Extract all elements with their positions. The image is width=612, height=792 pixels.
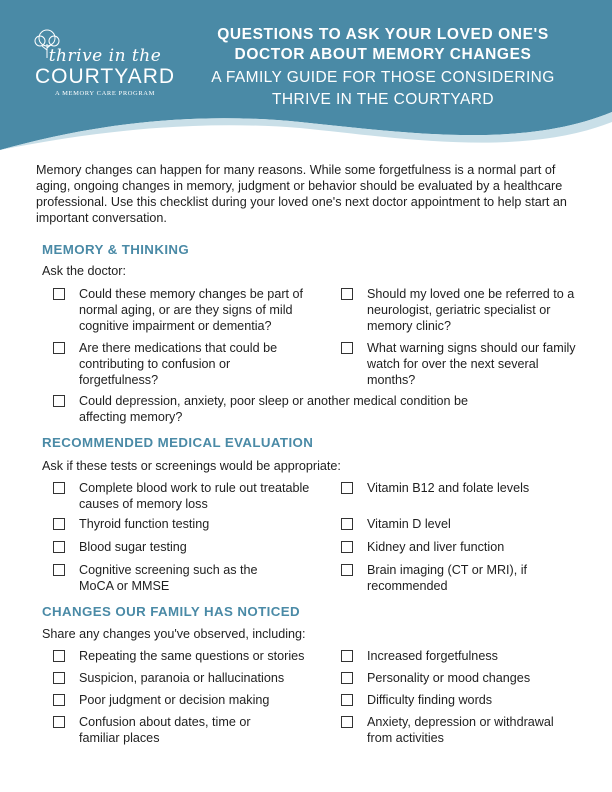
checklist-item[interactable] xyxy=(341,516,576,532)
checklist-item-text: What warning signs should our family watch for over the next several months? xyxy=(367,341,576,387)
section-title-evaluation: RECOMMENDED MEDICAL EVALUATION xyxy=(42,435,314,450)
logo-subtitle: A MEMORY CARE PROGRAM xyxy=(55,90,155,97)
checkbox[interactable] xyxy=(341,716,353,728)
checklist-item-text: Personality or mood changes xyxy=(367,671,531,685)
checklist-item-text: Could these memory changes be part of normal aging, or are they signs of mild cognitive impairment or dementia? xyxy=(79,287,304,333)
checklist-item[interactable] xyxy=(53,340,303,388)
checklist-item-text: Brain imaging (CT or MRI), if recommended xyxy=(367,563,528,593)
checkbox[interactable] xyxy=(341,650,353,662)
section-lead-changes: Share any changes you've observed, including: xyxy=(42,627,306,641)
checklist-item-text: Increased forgetfulness xyxy=(367,649,498,663)
logo-main-text: COURTYARD xyxy=(34,65,176,88)
checklist-item-text: Are there medications that could be contributing to confusion or forgetfulness? xyxy=(79,341,278,387)
checkbox[interactable] xyxy=(53,395,65,407)
checkbox[interactable] xyxy=(341,541,353,553)
checklist-item[interactable] xyxy=(53,286,333,334)
header-banner xyxy=(0,0,612,150)
checklist-item[interactable] xyxy=(53,516,313,532)
checklist-item[interactable] xyxy=(53,539,313,555)
subtitle-line-1: A FAMILY GUIDE FOR THOSE CONSIDERING xyxy=(211,69,555,86)
checklist-item[interactable] xyxy=(341,692,581,708)
checkbox[interactable] xyxy=(53,650,65,662)
checklist-item[interactable] xyxy=(53,393,513,425)
checklist-item[interactable] xyxy=(341,480,576,496)
section-title-changes: CHANGES OUR FAMILY HAS NOTICED xyxy=(42,604,301,619)
checklist-item[interactable] xyxy=(53,562,283,594)
checklist-item[interactable] xyxy=(341,670,581,686)
section-lead-evaluation: Ask if these tests or screenings would be appropriate: xyxy=(42,459,341,473)
checklist-item-text: Thyroid function testing xyxy=(79,517,210,531)
logo-script-text: thrive in the xyxy=(48,46,162,66)
tree-icon xyxy=(30,26,64,60)
checklist-item-text: Poor judgment or decision making xyxy=(79,693,270,707)
checklist-item-text: Confusion about dates, time or familiar places xyxy=(79,715,251,745)
checkbox[interactable] xyxy=(53,288,65,300)
checkbox[interactable] xyxy=(53,342,65,354)
checklist-item-text: Difficulty finding words xyxy=(367,693,493,707)
checkbox[interactable] xyxy=(341,672,353,684)
checkbox[interactable] xyxy=(341,518,353,530)
checkbox[interactable] xyxy=(53,694,65,706)
checkbox[interactable] xyxy=(341,342,353,354)
checklist-item-text: Complete blood work to rule out treatable causes of memory loss xyxy=(79,481,310,511)
intro-paragraph: Memory changes can happen for many reasons. While some forgetfulness is a normal part of aging, ongoing changes in memory, judgment or behavior should be evaluated by a healthcare professional. Use this checklist during your loved one's next doctor appointment to help start an important conversation. xyxy=(36,163,567,225)
checkbox[interactable] xyxy=(341,564,353,576)
checklist-item-text: Repeating the same questions or stories xyxy=(79,649,305,663)
checkbox[interactable] xyxy=(53,672,65,684)
checkbox[interactable] xyxy=(53,541,65,553)
checklist-item[interactable] xyxy=(341,714,581,746)
checklist-item-text: Anxiety, depression or withdrawal from activities xyxy=(367,715,554,745)
checklist-item-text: Blood sugar testing xyxy=(79,540,187,554)
section-lead-memory: Ask the doctor: xyxy=(42,264,126,278)
checkbox[interactable] xyxy=(53,482,65,494)
checklist-item-text: Kidney and liver function xyxy=(367,540,505,554)
checklist-item-text: Vitamin B12 and folate levels xyxy=(367,481,530,495)
checkbox[interactable] xyxy=(341,694,353,706)
checklist-item[interactable] xyxy=(53,714,273,746)
checklist-item-text: Should my loved one be referred to a neurologist, geriatric specialist or memory clinic? xyxy=(367,287,575,333)
page-title xyxy=(178,25,588,109)
checklist-item[interactable] xyxy=(53,692,333,708)
checklist-item-text: Cognitive screening such as the MoCA or MMSE xyxy=(79,563,258,593)
checklist-item-text: Vitamin D level xyxy=(367,517,451,531)
checklist-item[interactable] xyxy=(341,648,581,664)
checkbox[interactable] xyxy=(341,288,353,300)
checkbox[interactable] xyxy=(53,716,65,728)
checklist-item[interactable] xyxy=(341,539,576,555)
title-line-2: DOCTOR ABOUT MEMORY CHANGES xyxy=(234,46,532,63)
checklist-item-text: Suspicion, paranoia or hallucinations xyxy=(79,671,285,685)
section-title-memory: MEMORY & THINKING xyxy=(42,242,190,257)
subtitle-line-2: THRIVE IN THE COURTYARD xyxy=(272,91,494,108)
checklist-item[interactable] xyxy=(341,340,576,388)
title-line-1: QUESTIONS TO ASK YOUR LOVED ONE'S xyxy=(217,26,549,43)
checklist-item[interactable] xyxy=(53,670,333,686)
checklist-item[interactable] xyxy=(341,562,576,594)
checklist-item[interactable] xyxy=(53,480,313,512)
checklist-item[interactable] xyxy=(53,648,333,664)
logo xyxy=(30,26,180,97)
checkbox[interactable] xyxy=(53,564,65,576)
checkbox[interactable] xyxy=(341,482,353,494)
checklist-item-text: Could depression, anxiety, poor sleep or another medical condition be affecting memory? xyxy=(79,394,469,424)
checklist-item[interactable] xyxy=(341,286,576,334)
checkbox[interactable] xyxy=(53,518,65,530)
